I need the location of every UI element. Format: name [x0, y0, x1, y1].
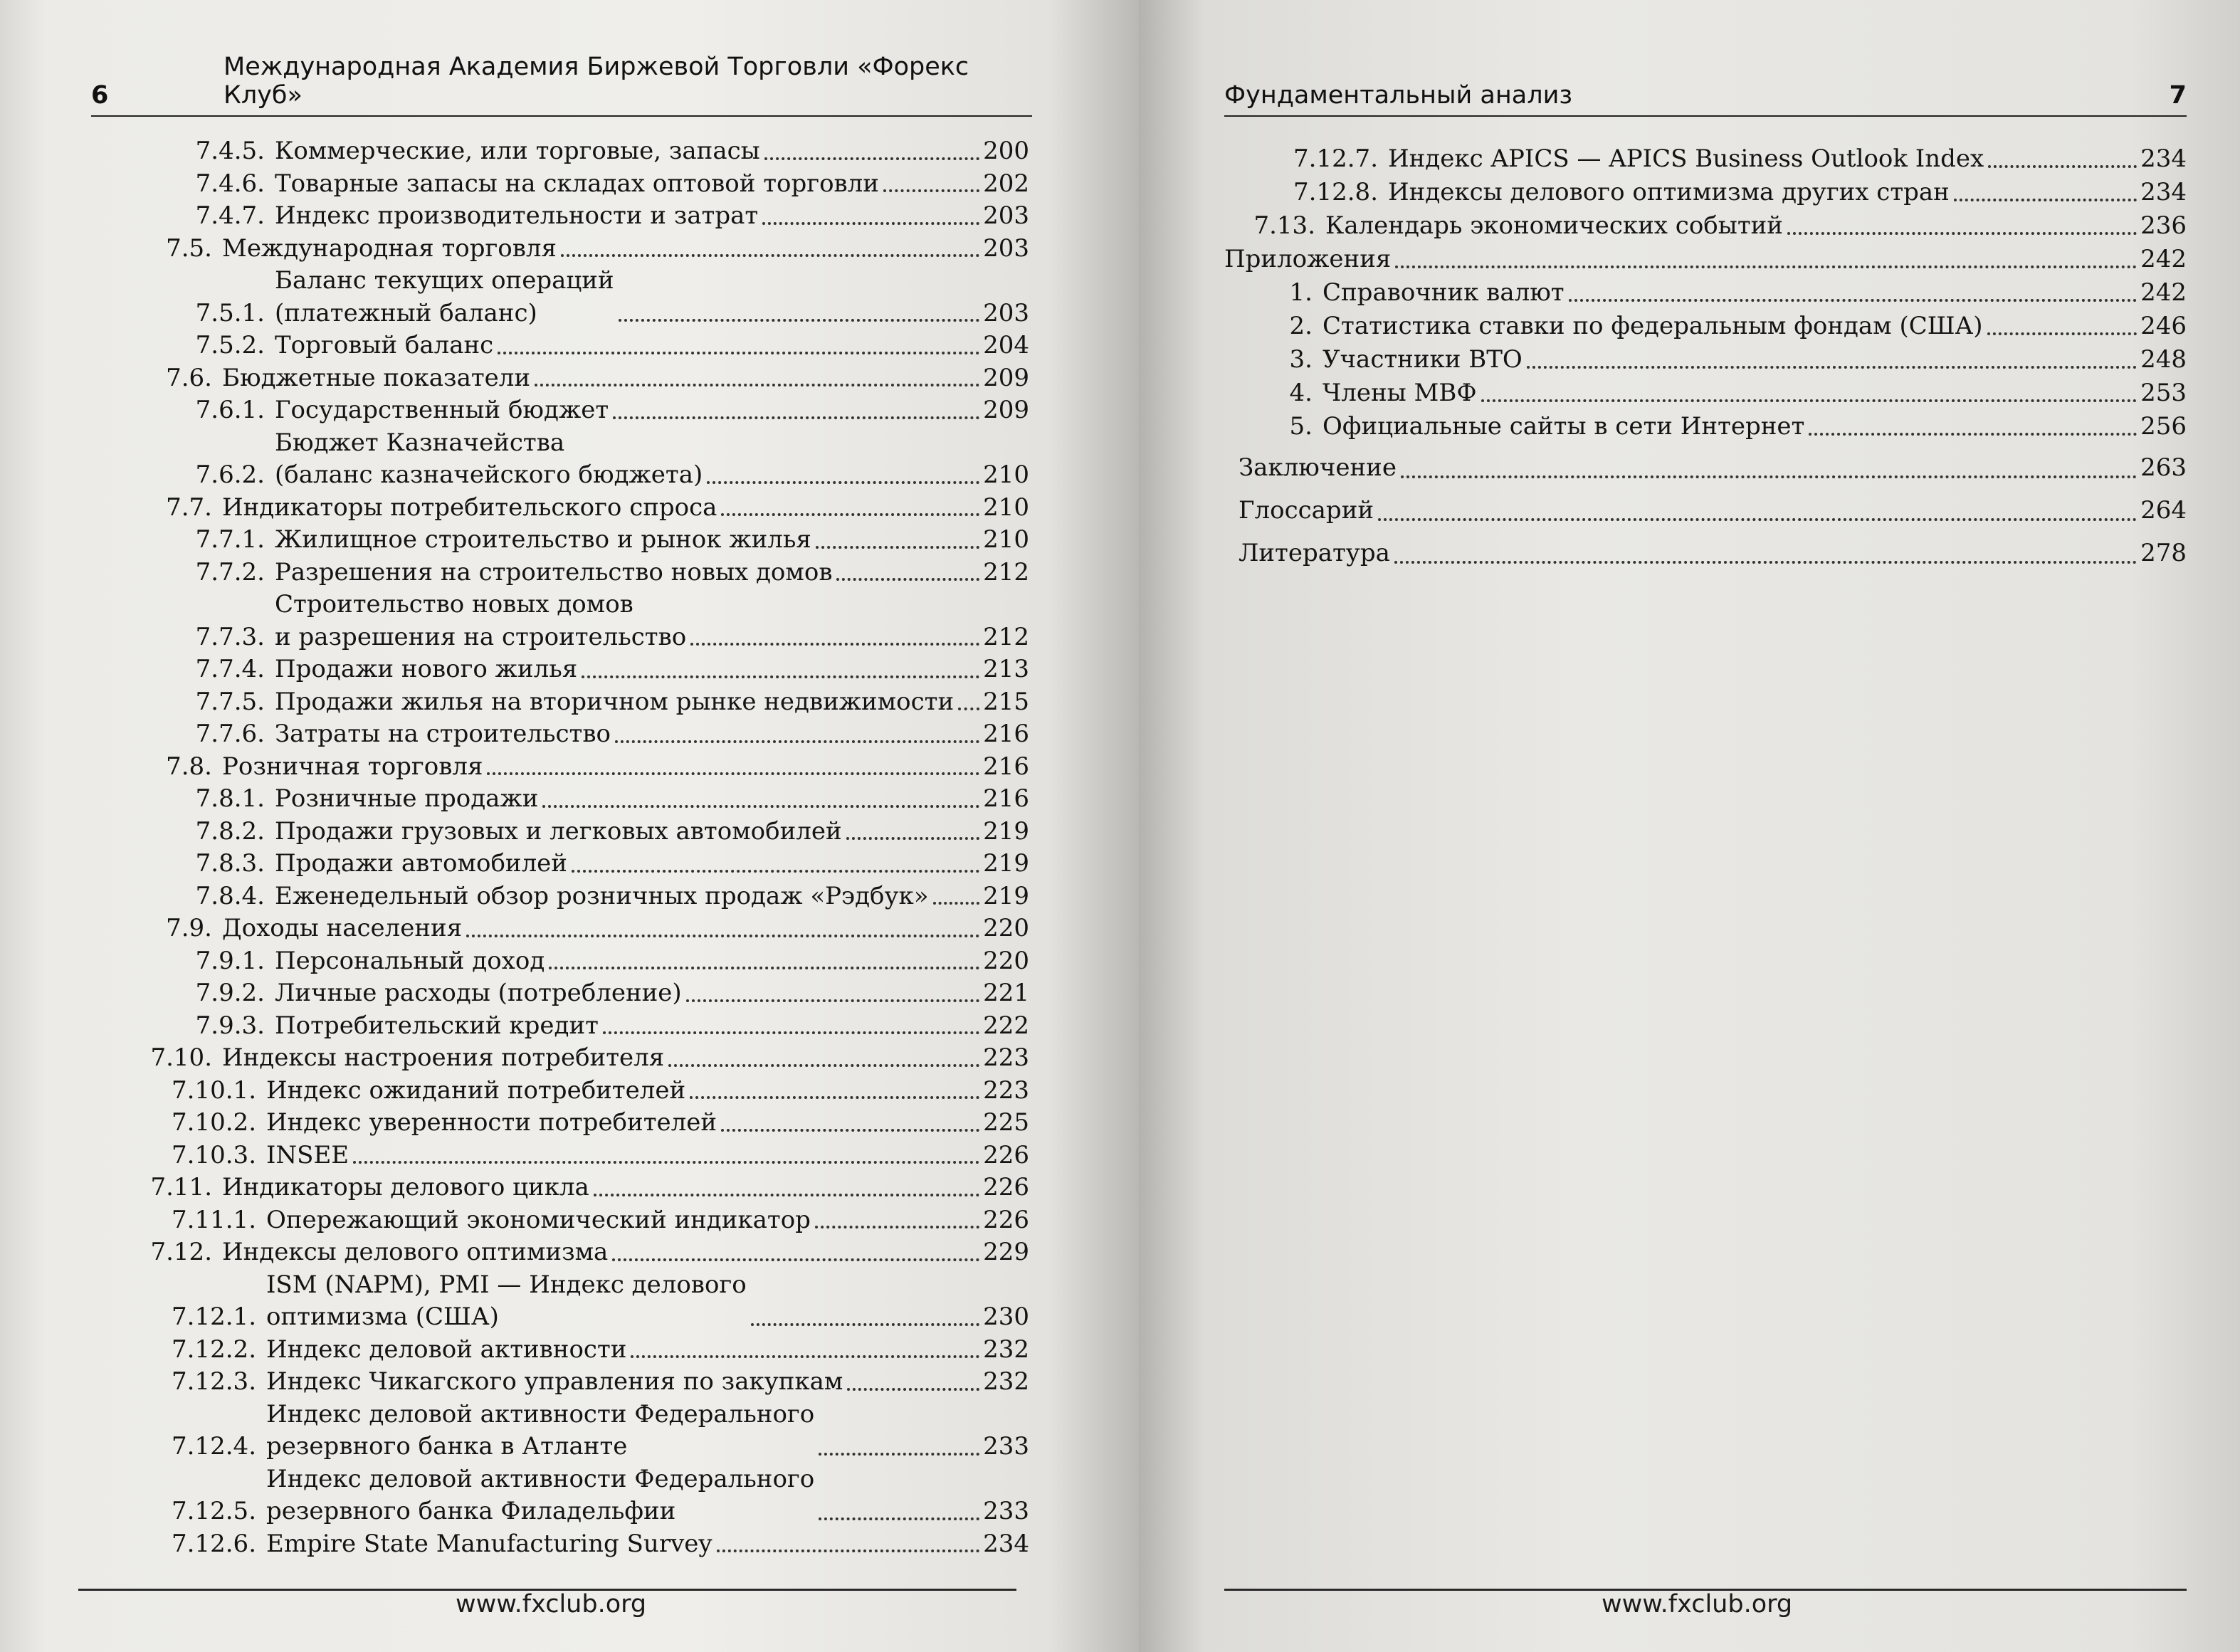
toc-entry: 7.7.2. Разрешения на строительство новых домов 212 — [195, 557, 1029, 586]
left-page-header — [91, 53, 1032, 117]
toc-entry: 2. Статистика ставки по федеральным фондам (США) 246 — [1289, 312, 2187, 340]
toc-entry: 7.10.1. Индекс ожиданий потребителей 223 — [172, 1075, 1029, 1105]
toc-entry: 7.12.2. Индекс деловой активности 232 — [172, 1335, 1029, 1364]
left-footer-url: www.fxclub.org — [456, 1590, 647, 1619]
toc-entry: Заключение 263 — [1239, 453, 2187, 482]
toc-entry: 7.11. Индикаторы делового цикла 226 — [150, 1173, 1029, 1201]
toc-entry: 7.8.4. Еженедельный обзор розничных продаж «Рэдбук» 219 — [195, 881, 1029, 910]
left-page-header-title: Международная Академия Биржевой Торговли «Форекс Клуб» — [224, 53, 969, 110]
toc-entry: 7.10. Индексы настроения потребителя 223 — [150, 1043, 1029, 1072]
left-page-number: 6 — [91, 81, 109, 110]
toc-entry: 7.12.6. Empire State Manufacturing Survey 234 — [172, 1529, 1029, 1558]
toc-entry: 7.12.4. Индекс деловой активности Федерального резервного банка в Атланте 233 — [172, 1399, 1029, 1461]
toc-entry: 4. Члены МВФ 253 — [1289, 379, 2187, 407]
toc-entry: 7.8. Розничная торговля 216 — [166, 752, 1029, 781]
right-footer-url: www.fxclub.org — [1602, 1590, 1793, 1619]
toc-entry: 7.9.1. Персональный доход 220 — [195, 946, 1029, 975]
toc-entry: 7.8.1. Розничные продажи 216 — [195, 784, 1029, 813]
toc-entry: 7.7.4. Продажи нового жилья 213 — [195, 655, 1029, 683]
toc-entry: 7.12. Индексы делового оптимизма 229 — [150, 1238, 1029, 1266]
toc-entry: 7.11.1. Опережающий экономический индикатор 226 — [172, 1205, 1029, 1234]
toc-entry: 7.7.6. Затраты на строительство 216 — [195, 720, 1029, 748]
toc-entry: 7.6.1. Государственный бюджет 209 — [195, 396, 1029, 424]
toc-entry: Литература 278 — [1239, 539, 2187, 567]
toc-left — [91, 135, 1029, 1560]
toc-entry: 7.4.6. Товарные запасы на складах оптовой торговли 202 — [195, 169, 1029, 198]
toc-entry: 7.12.3. Индекс Чикагского управления по закупкам 232 — [172, 1367, 1029, 1396]
toc-entry: 7.7.3. Строительство новых домов и разрешения на строительство 212 — [195, 590, 1029, 651]
toc-entry: 7.4.5. Коммерческие, или торговые, запасы 200 — [195, 137, 1029, 165]
toc-entry: 7.7. Индикаторы потребительского спроса 210 — [166, 493, 1029, 522]
toc-entry: 7.7.1. Жилищное строительство и рынок жилья 210 — [195, 525, 1029, 554]
toc-entry: 7.10.2. Индекс уверенности потребителей 225 — [172, 1108, 1029, 1137]
right-page — [1139, 0, 2240, 1652]
toc-entry: 7.8.2. Продажи грузовых и легковых автомобилей 219 — [195, 816, 1029, 846]
toc-entry: 7.9. Доходы населения 220 — [166, 914, 1029, 942]
toc-entry: 7.5.1. Баланс текущих операций (платежный баланс) 203 — [195, 266, 1029, 327]
toc-entry: Приложения 242 — [1224, 245, 2187, 273]
toc-entry: 7.10.3. INSEE 226 — [172, 1140, 1029, 1169]
toc-entry: 7.5.2. Торговый баланс 204 — [195, 331, 1029, 359]
toc-right — [1224, 142, 2187, 572]
toc-entry: Глоссарий 264 — [1239, 496, 2187, 525]
right-page-number: 7 — [2169, 81, 2187, 110]
toc-entry: 7.12.7. Индекс APICS — APICS Business Outlook Index 234 — [1293, 144, 2187, 173]
right-page-header — [1224, 74, 2187, 117]
toc-entry: 5. Официальные сайты в сети Интернет 256 — [1289, 412, 2187, 441]
toc-entry: 7.5. Международная торговля 203 — [166, 233, 1029, 263]
toc-entry: 7.9.3. Потребительский кредит 222 — [195, 1011, 1029, 1040]
toc-entry: 1. Справочник валют 242 — [1289, 278, 2187, 307]
toc-entry: 7.6.2. Бюджет Казначейства (баланс казначейского бюджета) 210 — [195, 428, 1029, 489]
toc-entry: 7.12.5. Индекс деловой активности Федерального резервного банка Филадельфии 233 — [172, 1464, 1029, 1525]
toc-entry: 7.9.2. Личные расходы (потребление) 221 — [195, 979, 1029, 1007]
toc-entry: 7.12.8. Индексы делового оптимизма других стран 234 — [1293, 178, 2187, 206]
toc-entry: 7.13. Календарь экономических событий 236 — [1253, 211, 2187, 240]
toc-entry: 7.12.1. ISM (NAPM), PMI — Индекс делового оптимизма (США) 230 — [172, 1270, 1029, 1331]
toc-entry: 7.6. Бюджетные показатели 209 — [166, 363, 1029, 392]
toc-entry: 7.4.7. Индекс производительности и затрат 203 — [195, 201, 1029, 230]
toc-entry: 7.8.3. Продажи автомобилей 219 — [195, 849, 1029, 878]
toc-entry: 3. Участники ВТО 248 — [1289, 345, 2187, 374]
toc-entry: 7.7.5. Продажи жилья на вторичном рынке недвижимости 215 — [195, 687, 1029, 716]
right-page-header-title: Фундаментальный анализ — [1224, 81, 1572, 110]
